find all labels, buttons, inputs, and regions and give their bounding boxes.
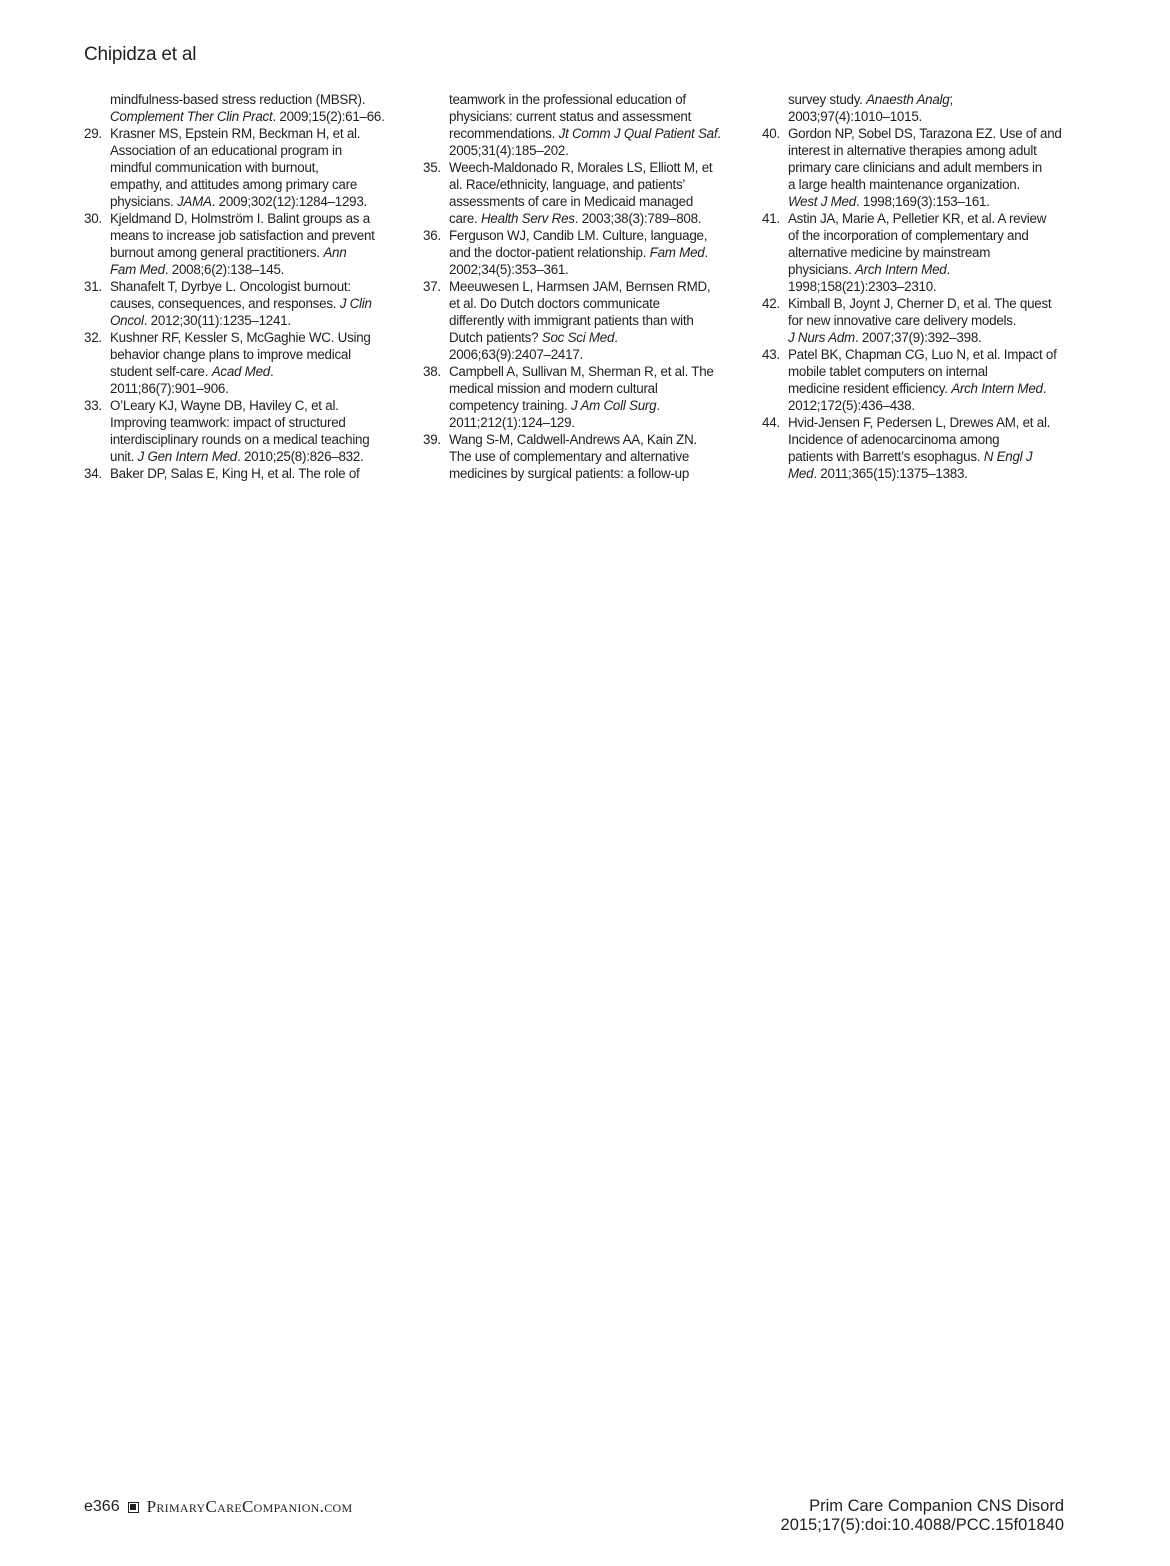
reference-number: 41. <box>762 211 780 226</box>
journal-name: Prim Care Companion CNS Disord <box>809 1497 1064 1515</box>
reference-line: burnout among general practitioners. Ann <box>110 245 347 260</box>
reference-item <box>423 227 735 278</box>
reference-line: for new innovative care delivery models. <box>788 313 1017 328</box>
reference-line: 2005;31(4):185–202. <box>449 143 569 158</box>
reference-line: patients with Barrett’s esophagus. N Engl J <box>788 449 1033 464</box>
reference-item <box>84 91 396 125</box>
square-bullet-icon <box>128 1502 139 1513</box>
reference-line: 2011;86(7):901–906. <box>110 381 229 396</box>
reference-number: 42. <box>762 296 780 311</box>
reference-line: Campbell A, Sullivan M, Sherman R, et al. The <box>449 364 714 379</box>
reference-number: 40. <box>762 126 780 141</box>
reference-line: medicines by surgical patients: a follow-up <box>449 466 690 481</box>
reference-line: physicians. Arch Intern Med. <box>788 262 950 277</box>
reference-line: behavior change plans to improve medical <box>110 347 351 362</box>
reference-item <box>423 91 735 159</box>
reference-line: Gordon NP, Sobel DS, Tarazona EZ. Use of and <box>788 126 1062 141</box>
reference-item <box>84 210 396 278</box>
reference-list <box>84 91 1074 482</box>
reference-line: 1998;158(21):2303–2310. <box>788 279 937 294</box>
reference-line: unit. J Gen Intern Med. 2010;25(8):826–832. <box>110 449 364 464</box>
reference-line: Ferguson WJ, Candib LM. Culture, language, <box>449 228 708 243</box>
reference-number: 30. <box>84 211 102 226</box>
reference-line: differently with immigrant patients than with <box>449 313 694 328</box>
reference-number: 39. <box>423 432 441 447</box>
reference-line: medical mission and modern cultural <box>449 381 658 396</box>
reference-number: 43. <box>762 347 780 362</box>
reference-line: recommendations. Jt Comm J Qual Patient Saf. <box>449 126 721 141</box>
reference-line: 2012;172(5):436–438. <box>788 398 915 413</box>
reference-number: 34. <box>84 466 102 481</box>
reference-line: West J Med. 1998;169(3):153–161. <box>788 194 990 209</box>
reference-item <box>762 295 1074 346</box>
reference-item <box>84 278 396 329</box>
reference-column-2 <box>423 91 735 482</box>
reference-line: student self-care. Acad Med. <box>110 364 274 379</box>
reference-line: of the incorporation of complementary and <box>788 228 1029 243</box>
reference-line: alternative medicine by mainstream <box>788 245 991 260</box>
reference-item <box>762 210 1074 295</box>
reference-line: mobile tablet computers on internal <box>788 364 988 379</box>
reference-line: care. Health Serv Res. 2003;38(3):789–808. <box>449 211 702 226</box>
reference-line: primary care clinicians and adult members in <box>788 160 1042 175</box>
reference-line: Kushner RF, Kessler S, McGaghie WC. Using <box>110 330 371 345</box>
reference-line: survey study. Anaesth Analg; <box>788 92 953 107</box>
reference-line: Wang S-M, Caldwell-Andrews AA, Kain ZN. <box>449 432 697 447</box>
reference-number: 33. <box>84 398 102 413</box>
reference-line: Patel BK, Chapman CG, Luo N, et al. Impact of <box>788 347 1057 362</box>
reference-line: medicine resident efficiency. Arch Intern Med. <box>788 381 1047 396</box>
reference-line: mindful communication with burnout, <box>110 160 319 175</box>
reference-number: 35. <box>423 160 441 175</box>
reference-line: 2003;97(4):1010–1015. <box>788 109 922 124</box>
journal-doi: 2015;17(5):doi:10.4088/PCC.15f01840 <box>780 1516 1064 1534</box>
reference-number: 44. <box>762 415 780 430</box>
reference-item <box>423 159 735 227</box>
reference-line: 2002;34(5):353–361. <box>449 262 569 277</box>
reference-line: Krasner MS, Epstein RM, Beckman H, et al. <box>110 126 361 141</box>
reference-line: teamwork in the professional education of <box>449 92 686 107</box>
reference-line: mindfulness-based stress reduction (MBSR). <box>110 92 366 107</box>
reference-line: means to increase job satisfaction and prevent <box>110 228 375 243</box>
page-number: e366 <box>84 1498 120 1515</box>
reference-line: physicians: current status and assessment <box>449 109 692 124</box>
reference-number: 31. <box>84 279 102 294</box>
reference-line: Incidence of adenocarcinoma among <box>788 432 1000 447</box>
reference-number: 32. <box>84 330 102 345</box>
reference-line: Meeuwesen L, Harmsen JAM, Bernsen RMD, <box>449 279 711 294</box>
reference-line: Improving teamwork: impact of structured <box>110 415 346 430</box>
reference-item <box>762 91 1074 125</box>
reference-line: 2006;63(9):2407–2417. <box>449 347 583 362</box>
reference-item <box>762 414 1074 482</box>
reference-line: and the doctor-patient relationship. Fam Med. <box>449 245 708 260</box>
reference-line: J Nurs Adm. 2007;37(9):392–398. <box>788 330 982 345</box>
reference-line: Astin JA, Marie A, Pelletier KR, et al. A review <box>788 211 1047 226</box>
journal-website-link[interactable]: PrimaryCareCompanion.com <box>146 1497 353 1516</box>
reference-line: Med. 2011;365(15):1375–1383. <box>788 466 968 481</box>
reference-line: Shanafelt T, Dyrbye L. Oncologist burnout: <box>110 279 351 294</box>
reference-item <box>762 125 1074 210</box>
reference-item <box>84 465 396 482</box>
reference-line: Weech-Maldonado R, Morales LS, Elliott M, et <box>449 160 713 175</box>
reference-line: interdisciplinary rounds on a medical teaching <box>110 432 370 447</box>
reference-line: Oncol. 2012;30(11):1235–1241. <box>110 313 291 328</box>
reference-line: Dutch patients? Soc Sci Med. <box>449 330 618 345</box>
reference-item <box>423 278 735 363</box>
running-head: Chipidza et al <box>84 44 197 65</box>
reference-line: O’Leary KJ, Wayne DB, Haviley C, et al. <box>110 398 339 413</box>
reference-item <box>84 397 396 465</box>
reference-item <box>423 363 735 431</box>
reference-line: a large health maintenance organization. <box>788 177 1020 192</box>
reference-line: interest in alternative therapies among adult <box>788 143 1037 158</box>
reference-line: empathy, and attitudes among primary care <box>110 177 358 192</box>
reference-item <box>762 346 1074 414</box>
footer-left <box>84 1497 352 1517</box>
reference-number: 29. <box>84 126 102 141</box>
reference-line: Fam Med. 2008;6(2):138–145. <box>110 262 285 277</box>
reference-number: 38. <box>423 364 441 379</box>
reference-line: et al. Do Dutch doctors communicate <box>449 296 660 311</box>
reference-line: al. Race/ethnicity, language, and patients’ <box>449 177 686 192</box>
reference-column-1 <box>84 91 396 482</box>
reference-column-3 <box>762 91 1074 482</box>
reference-number: 36. <box>423 228 441 243</box>
reference-line: The use of complementary and alternative <box>449 449 690 464</box>
reference-line: Association of an educational program in <box>110 143 342 158</box>
footer-citation <box>781 1497 1064 1535</box>
reference-line: Kimball B, Joynt J, Cherner D, et al. The quest <box>788 296 1052 311</box>
reference-line: causes, consequences, and responses. J Clin <box>110 296 372 311</box>
reference-line: competency training. J Am Coll Surg. <box>449 398 660 413</box>
reference-item <box>84 329 396 397</box>
reference-line: Hvid-Jensen F, Pedersen L, Drewes AM, et al. <box>788 415 1051 430</box>
reference-line: 2011;212(1):124–129. <box>449 415 575 430</box>
reference-line: Complement Ther Clin Pract. 2009;15(2):61–66. <box>110 109 385 124</box>
reference-item <box>423 431 735 482</box>
reference-line: Baker DP, Salas E, King H, et al. The role of <box>110 466 360 481</box>
reference-number: 37. <box>423 279 441 294</box>
reference-line: physicians. JAMA. 2009;302(12):1284–1293. <box>110 194 368 209</box>
reference-item <box>84 125 396 210</box>
reference-line: Kjeldmand D, Holmström I. Balint groups as a <box>110 211 370 226</box>
reference-line: assessments of care in Medicaid managed <box>449 194 694 209</box>
